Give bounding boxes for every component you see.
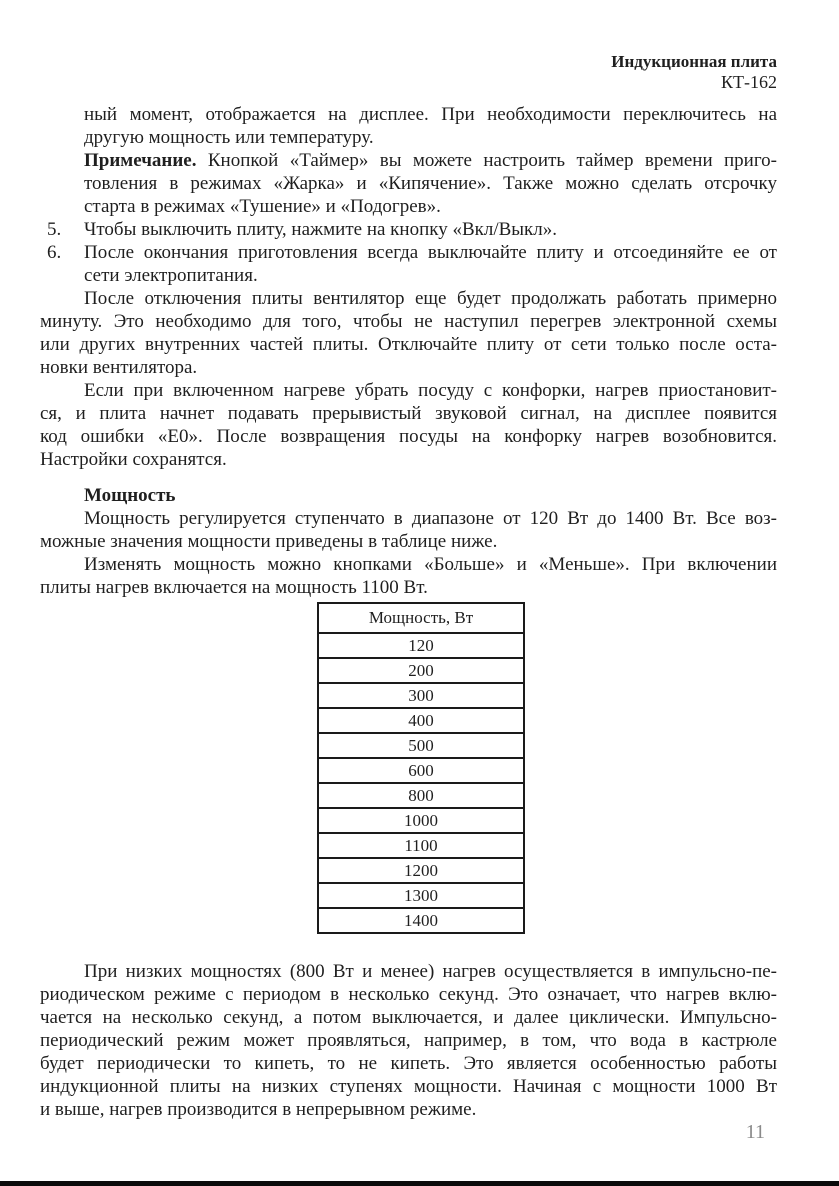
text-line: товления в режимах «Жарка» и «Кипячение». Также можно сделать отсрочку — [84, 173, 777, 194]
table-row — [318, 708, 524, 733]
table-row — [318, 833, 524, 858]
list-item — [40, 218, 777, 241]
text-line: Если при включенном нагреве убрать посуду с конфорки, нагрев приостановит- — [84, 380, 777, 401]
power-table-header: Мощность, Вт — [318, 603, 524, 633]
table-row — [318, 908, 524, 933]
text-line: Чтобы выключить плиту, нажмите на кнопку «Вкл/Выкл». — [84, 219, 558, 240]
text-line: индукционной плиты на низких ступенях мощности. Начиная с мощности 1000 Вт — [40, 1076, 777, 1097]
section-heading: Мощность — [84, 485, 176, 506]
power-value-cell: 200 — [318, 658, 524, 683]
table-row — [318, 808, 524, 833]
text-line: риодическом режиме с периодом в несколько секунд. Это означает, что нагрев вклю- — [40, 984, 777, 1005]
text-line: При низких мощностях (800 Вт и менее) нагрев осуществляется в импульсно-пе- — [84, 961, 777, 982]
paragraph — [40, 553, 777, 599]
power-value-cell: 1000 — [318, 808, 524, 833]
text-line: код ошибки «Е0». После возвращения посуды на конфорку нагрев возобновится. — [40, 426, 777, 447]
power-value-cell: 300 — [318, 683, 524, 708]
scan-edge-bar — [0, 1181, 839, 1186]
text-line: Настройки сохранятся. — [40, 449, 227, 470]
text-line: новки вентилятора. — [40, 357, 198, 378]
power-value-cell: 500 — [318, 733, 524, 758]
model-number: КТ-162 — [721, 72, 777, 92]
table-header-row — [318, 603, 524, 633]
page-content — [40, 103, 777, 1121]
paragraph — [40, 960, 777, 1121]
power-value-cell: 400 — [318, 708, 524, 733]
power-table — [317, 602, 525, 934]
power-value-cell: 800 — [318, 783, 524, 808]
list-item — [40, 241, 777, 287]
list-item-number: 6. — [47, 242, 62, 263]
table-row — [318, 858, 524, 883]
paragraph — [84, 103, 777, 149]
paragraph — [40, 287, 777, 379]
text-line: можные значения мощности приведены в таблице ниже. — [40, 531, 498, 552]
manual-title: Индукционная плита — [611, 52, 777, 71]
table-row — [318, 733, 524, 758]
text-line: ся, и плита начнет подавать прерывистый звуковой сигнал, на дисплее появится — [40, 403, 777, 424]
power-value-cell: 600 — [318, 758, 524, 783]
text-line: Изменять мощность можно кнопками «Больше» и «Меньше». При включении — [84, 554, 777, 575]
note-lead: Примечание. — [84, 150, 208, 171]
page-header — [611, 52, 777, 92]
table-row — [318, 883, 524, 908]
paragraph — [40, 379, 777, 471]
power-value-cell: 1200 — [318, 858, 524, 883]
text-line: сети электропитания. — [84, 265, 258, 286]
text-line: Примечание. Кнопкой «Таймер» вы можете настроить таймер времени приго- — [84, 150, 777, 171]
text-line: После окончания приготовления всегда выключайте плиту и отсоединяйте ее от — [84, 242, 777, 263]
list-item-number: 5. — [47, 219, 62, 240]
table-row — [318, 783, 524, 808]
paragraph — [84, 149, 777, 218]
table-row — [318, 658, 524, 683]
text-line: минуту. Это необходимо для того, чтобы не наступил перегрев электронной схемы — [40, 311, 777, 332]
text-line: чается на несколько секунд, а потом выключается, и далее циклически. Импульсно- — [40, 1007, 777, 1028]
power-value-cell: 1100 — [318, 833, 524, 858]
text-line: будет периодически то кипеть, то не кипеть. Это является особенностью работы — [40, 1053, 777, 1074]
page-number: 11 — [745, 1121, 765, 1143]
text-line: периодический режим может проявляться, например, в том, что вода в кастрюле — [40, 1030, 777, 1051]
table-row — [318, 758, 524, 783]
table-row — [318, 683, 524, 708]
text-line: старта в режимах «Тушение» и «Подогрев». — [84, 196, 441, 217]
text-line: Мощность регулируется ступенчато в диапазоне от 120 Вт до 1400 Вт. Все воз- — [84, 508, 777, 529]
text-line: ный момент, отображается на дисплее. При необходимости переключитесь на — [84, 104, 777, 125]
power-value-cell: 1400 — [318, 908, 524, 933]
power-value-cell: 120 — [318, 633, 524, 658]
text-line: или других внутренних частей плиты. Отключайте плиту от сети только после оста- — [40, 334, 777, 355]
table-row — [318, 633, 524, 658]
text-line: другую мощность или температуру. — [84, 127, 374, 148]
power-value-cell: 1300 — [318, 883, 524, 908]
paragraph — [40, 507, 777, 553]
text-line: После отключения плиты вентилятор еще будет продолжать работать примерно — [84, 288, 777, 309]
text-line: и выше, нагрев производится в непрерывном режиме. — [40, 1099, 477, 1120]
text-line: плиты нагрев включается на мощность 1100 Вт. — [40, 577, 428, 598]
